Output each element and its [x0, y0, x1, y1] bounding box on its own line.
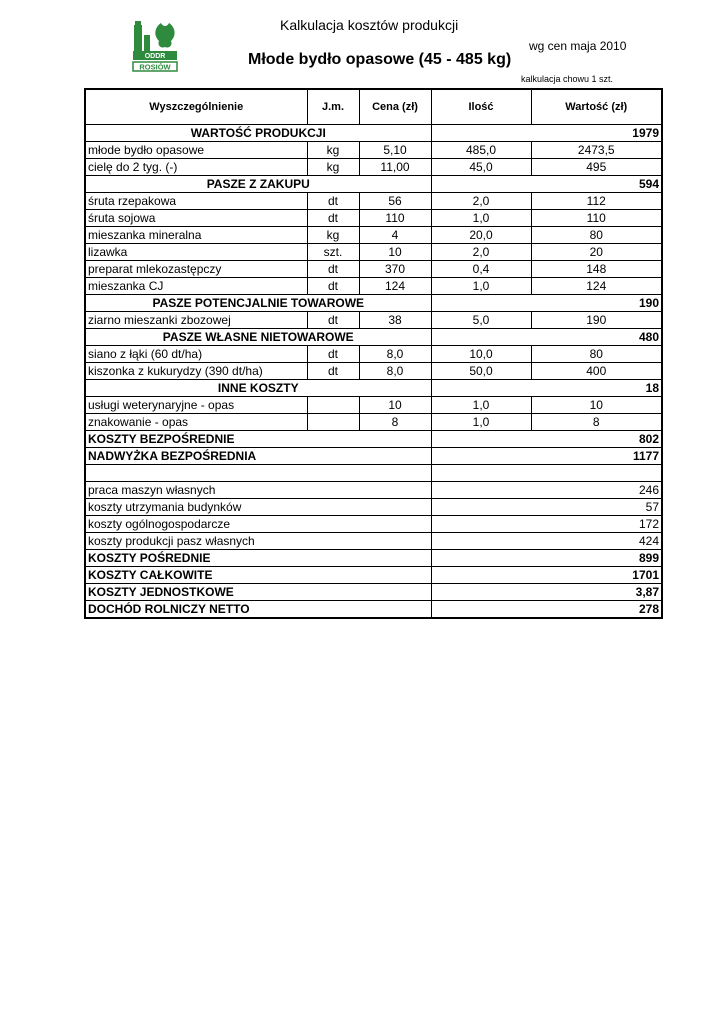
indirect-costs-row	[85, 550, 662, 567]
item-price: 38	[359, 312, 431, 329]
item-unit: dt	[307, 278, 359, 295]
column-header-price: Cena (zł)	[359, 89, 431, 125]
item-value: 80	[531, 227, 662, 244]
item-name: koszty ogólnogospodarcze	[85, 516, 431, 533]
summary-label: KOSZTY CAŁKOWITE	[85, 567, 431, 584]
summary-label: KOSZTY JEDNOSTKOWE	[85, 584, 431, 601]
table-row	[85, 414, 662, 431]
item-unit: kg	[307, 227, 359, 244]
item-name: lizawka	[85, 244, 307, 261]
page-title: Młode bydło opasowe (45 - 485 kg)	[248, 51, 512, 68]
item-value: 124	[531, 278, 662, 295]
item-quantity: 10,0	[431, 346, 531, 363]
table-row	[85, 516, 662, 533]
item-price: 11,00	[359, 159, 431, 176]
unit-costs-row	[85, 584, 662, 601]
item-unit	[307, 397, 359, 414]
spacer-row	[85, 465, 662, 482]
item-value: 2473,5	[531, 142, 662, 159]
item-quantity: 1,0	[431, 210, 531, 227]
item-price: 10	[359, 244, 431, 261]
section-label: INNE KOSZTY	[85, 380, 431, 397]
table-row	[85, 397, 662, 414]
calculation-basis-note: kalkulacja chowu 1 szt.	[521, 74, 614, 84]
item-unit	[307, 414, 359, 431]
column-header-unit: J.m.	[307, 89, 359, 125]
summary-label: DOCHÓD ROLNICZY NETTO	[85, 601, 431, 619]
table-row	[85, 261, 662, 278]
table-row	[85, 533, 662, 550]
section-label: WARTOŚĆ PRODUKCJI	[85, 125, 431, 142]
summary-label: NADWYŻKA BEZPOŚREDNIA	[85, 448, 431, 465]
table-header-row	[85, 89, 662, 125]
table-row	[85, 278, 662, 295]
item-value: 10	[531, 397, 662, 414]
item-unit: dt	[307, 210, 359, 227]
item-price: 124	[359, 278, 431, 295]
table-row	[85, 482, 662, 499]
price-basis-note: wg cen maja 2010	[529, 39, 627, 53]
item-price: 370	[359, 261, 431, 278]
item-value: 8	[531, 414, 662, 431]
item-value: 495	[531, 159, 662, 176]
item-name: śruta sojowa	[85, 210, 307, 227]
item-quantity: 1,0	[431, 278, 531, 295]
direct-surplus-row	[85, 448, 662, 465]
item-price: 8,0	[359, 346, 431, 363]
item-unit: dt	[307, 261, 359, 278]
production-value-row	[85, 125, 662, 142]
column-header-value: Wartość (zł)	[531, 89, 662, 125]
item-name: kiszonka z kukurydzy (390 dt/ha)	[85, 363, 307, 380]
column-header-quantity: Ilość	[431, 89, 531, 125]
item-price: 4	[359, 227, 431, 244]
item-value: 424	[431, 533, 662, 550]
table-row	[85, 244, 662, 261]
item-quantity: 50,0	[431, 363, 531, 380]
item-name: usługi weterynaryjne - opas	[85, 397, 307, 414]
marketable-feed-header-row	[85, 295, 662, 312]
summary-value: 1177	[431, 448, 662, 465]
item-unit: kg	[307, 142, 359, 159]
item-value: 110	[531, 210, 662, 227]
item-quantity: 0,4	[431, 261, 531, 278]
cost-calculation-table	[84, 88, 663, 619]
table-row	[85, 227, 662, 244]
svg-text:ROSIÓW: ROSIÓW	[139, 62, 171, 72]
item-value: 172	[431, 516, 662, 533]
section-total: 18	[431, 380, 662, 397]
item-value: 20	[531, 244, 662, 261]
item-quantity: 1,0	[431, 397, 531, 414]
item-name: śruta rzepakowa	[85, 193, 307, 210]
item-price: 8,0	[359, 363, 431, 380]
item-unit: dt	[307, 363, 359, 380]
purchased-feed-header-row	[85, 176, 662, 193]
table-row	[85, 312, 662, 329]
item-unit: dt	[307, 312, 359, 329]
table-row	[85, 346, 662, 363]
item-quantity: 20,0	[431, 227, 531, 244]
section-label: PASZE Z ZAKUPU	[85, 176, 431, 193]
summary-value: 899	[431, 550, 662, 567]
section-label: PASZE WŁASNE NIETOWAROWE	[85, 329, 431, 346]
item-quantity: 45,0	[431, 159, 531, 176]
table-row	[85, 363, 662, 380]
item-value: 112	[531, 193, 662, 210]
item-name: mieszanka mineralna	[85, 227, 307, 244]
svg-text:ODDR: ODDR	[144, 53, 166, 60]
item-price: 5,10	[359, 142, 431, 159]
section-total: 594	[431, 176, 662, 193]
item-value: 190	[531, 312, 662, 329]
table-row	[85, 159, 662, 176]
item-quantity: 1,0	[431, 414, 531, 431]
section-total: 1979	[431, 125, 662, 142]
table-row	[85, 142, 662, 159]
column-header-item: Wyszczególnienie	[85, 89, 307, 125]
total-costs-row	[85, 567, 662, 584]
summary-label: KOSZTY BEZPOŚREDNIE	[85, 431, 431, 448]
item-value: 80	[531, 346, 662, 363]
item-unit: dt	[307, 193, 359, 210]
item-name: ziarno mieszanki zbozowej	[85, 312, 307, 329]
item-name: cielę do 2 tyg. (-)	[85, 159, 307, 176]
direct-costs-row	[85, 431, 662, 448]
section-label: PASZE POTENCJALNIE TOWAROWE	[85, 295, 431, 312]
item-name: młode bydło opasowe	[85, 142, 307, 159]
other-costs-header-row	[85, 380, 662, 397]
item-value: 400	[531, 363, 662, 380]
item-quantity: 2,0	[431, 193, 531, 210]
item-name: praca maszyn własnych	[85, 482, 431, 499]
item-value: 246	[431, 482, 662, 499]
item-price: 8	[359, 414, 431, 431]
item-quantity: 485,0	[431, 142, 531, 159]
table-row	[85, 210, 662, 227]
item-name: koszty utrzymania budynków	[85, 499, 431, 516]
summary-value: 1701	[431, 567, 662, 584]
item-unit: szt.	[307, 244, 359, 261]
section-total: 190	[431, 295, 662, 312]
summary-value: 802	[431, 431, 662, 448]
table-row	[85, 499, 662, 516]
net-income-row	[85, 601, 662, 619]
summary-value: 3,87	[431, 584, 662, 601]
own-feed-header-row	[85, 329, 662, 346]
section-total: 480	[431, 329, 662, 346]
item-price: 10	[359, 397, 431, 414]
item-quantity: 5,0	[431, 312, 531, 329]
item-name: preparat mlekozastępczy	[85, 261, 307, 278]
document-heading: Kalkulacja kosztów produkcji	[280, 17, 459, 33]
summary-value: 278	[431, 601, 662, 619]
item-quantity: 2,0	[431, 244, 531, 261]
item-name: znakowanie - opas	[85, 414, 307, 431]
item-value: 148	[531, 261, 662, 278]
item-price: 110	[359, 210, 431, 227]
item-name: mieszanka CJ	[85, 278, 307, 295]
table-row	[85, 193, 662, 210]
item-unit: kg	[307, 159, 359, 176]
item-name: siano z łąki (60 dt/ha)	[85, 346, 307, 363]
item-unit: dt	[307, 346, 359, 363]
item-price: 56	[359, 193, 431, 210]
summary-label: KOSZTY POŚREDNIE	[85, 550, 431, 567]
item-value: 57	[431, 499, 662, 516]
oddr-logo	[131, 17, 179, 73]
item-name: koszty produkcji pasz własnych	[85, 533, 431, 550]
